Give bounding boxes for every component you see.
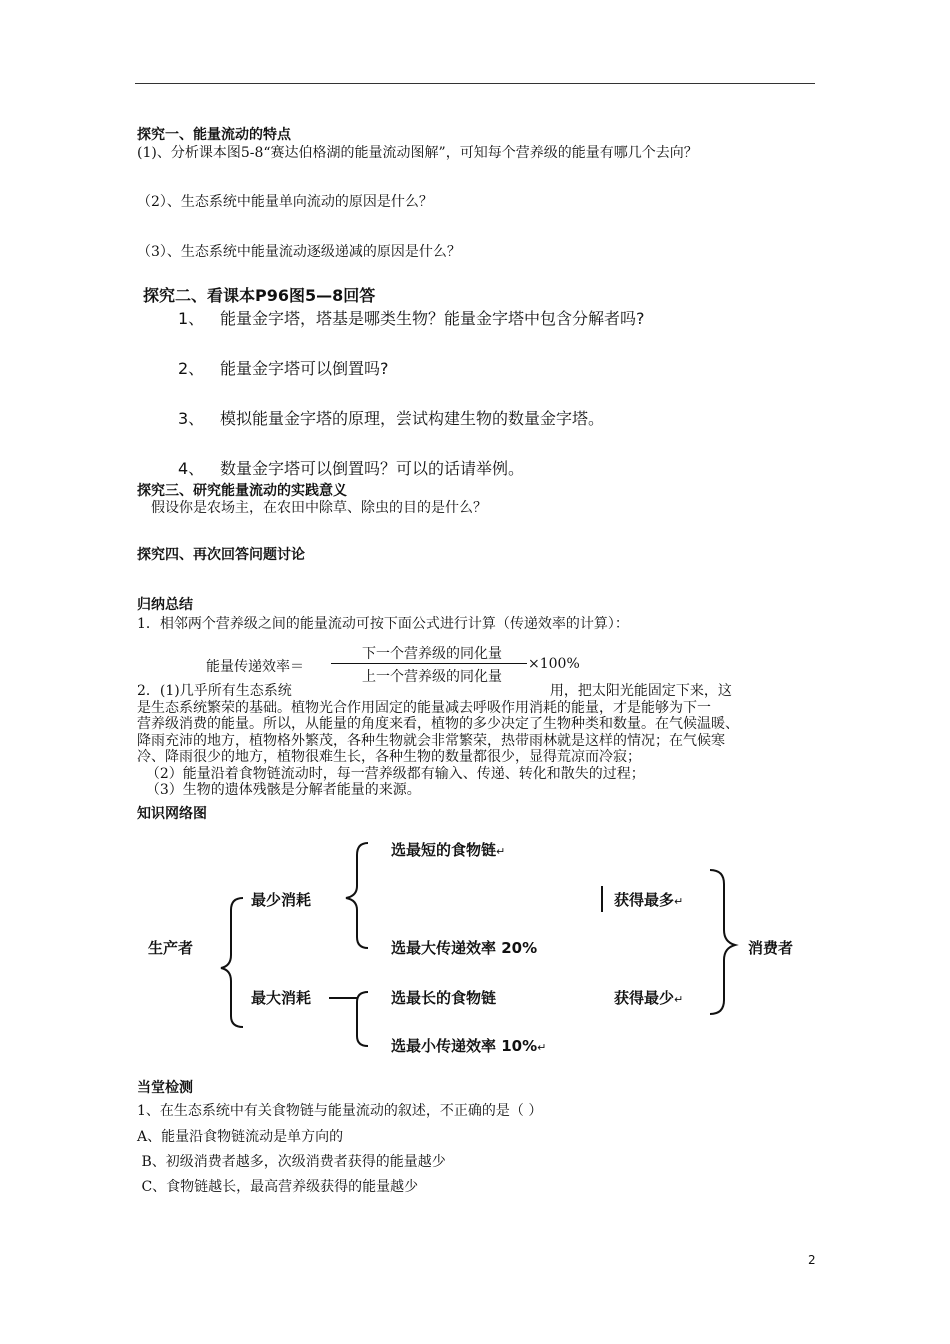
summary-line-7: （3）生物的遗体残骸是分解者能量的来源。	[137, 782, 421, 798]
section1-title: 探究一、能量流动的特点	[137, 127, 291, 143]
section1-question-2: （2）、生态系统中能量单向流动的原因是什么？	[137, 194, 433, 210]
test-title: 当堂检测	[137, 1080, 193, 1096]
min-efficiency-text: 选最小传递效率 10%	[391, 1037, 538, 1055]
shortest-chain-label	[391, 839, 505, 860]
section2-item-2: 能量金字塔可以倒置吗?	[220, 359, 389, 378]
max-efficiency-label: 选最大传递效率 20%	[391, 939, 538, 957]
producer-label: 生产者	[148, 939, 194, 957]
section3-question: 假设你是农场主，在农田中除草、除虫的目的是什么？	[151, 500, 487, 516]
test-option-a: A、能量沿食物链流动是单方向的	[137, 1129, 344, 1145]
paragraph-mark-icon: ↵	[496, 845, 506, 858]
knowledge-map-title: 知识网络图	[137, 806, 207, 822]
gain-least-label	[614, 987, 683, 1008]
summary-line-4: 降雨充沛的地方，植物格外繁茂，各种生物就会非常繁荣，热带雨林就是这样的情况；在气候寒	[137, 732, 725, 749]
section2-title: 探究二、看课本P96图5—8回答	[143, 286, 376, 305]
section1-question-1: (1)、分析课本图5-8“赛达伯格湖的能量流动图解”，可知每个营养级的能量有哪几个去向？	[137, 145, 698, 161]
test-question-1: 1、在生态系统中有关食物链与能量流动的叙述，不正确的是（ ）	[137, 1103, 543, 1119]
formula-suffix: ×100%	[528, 656, 580, 672]
section2-item-3: 模拟能量金字塔的原理，尝试构建生物的数量金字塔。	[220, 409, 605, 428]
section2-item-4-number: 4、	[178, 459, 205, 478]
section1-question-3: （3）、生态系统中能量流动逐级递减的原因是什么？	[137, 244, 461, 260]
max-cost-brace	[357, 992, 368, 1046]
section2-item-1: 能量金字塔，塔基是哪类生物？能量金字塔中包含分解者吗?	[220, 309, 645, 328]
page-number: 2	[808, 1253, 816, 1267]
min-cost-brace	[346, 843, 368, 948]
gain-most-label	[614, 889, 683, 910]
test-option-b: B、初级消费者越多，次级消费者获得的能量越少	[137, 1154, 446, 1170]
section2-item-1-number: 1、	[178, 309, 205, 328]
section3-title: 探究三、研究能量流动的实践意义	[137, 483, 347, 499]
paragraph-mark-icon: ↵	[674, 993, 684, 1006]
test-option-c: C、食物链越长，最高营养级获得的能量越少	[137, 1179, 419, 1195]
gain-most-text: 获得最多	[614, 891, 675, 909]
min-efficiency-label	[391, 1035, 546, 1056]
formula-denominator: 上一个营养级的同化量	[362, 669, 502, 685]
formula-label: 能量传递效率＝	[206, 659, 304, 675]
summary-line-2: 是生态系统繁荣的基础。植物光合作用固定的能量减去呼吸作用消耗的能量，才是能够为下一	[137, 699, 711, 716]
consumer-label: 消费者	[748, 939, 794, 957]
summary-line-6: （2）能量沿着食物链流动时，每一营养级都有输入、传递、转化和散失的过程；	[137, 765, 645, 782]
summary-title: 归纳总结	[137, 597, 193, 613]
longest-chain-label: 选最长的食物链	[391, 989, 497, 1007]
section4-title: 探究四、再次回答问题讨论	[137, 547, 305, 563]
section2-item-3-number: 3、	[178, 409, 205, 428]
summary-line-1: 2．(1)几乎所有生态系统 用，把太阳光能固定下来，这	[137, 683, 732, 699]
section2-item-4: 数量金字塔可以倒置吗？可以的话请举例。	[220, 459, 525, 478]
section2-item-2-number: 2、	[178, 359, 205, 378]
min-cost-label: 最少消耗	[251, 891, 312, 909]
paragraph-mark-icon: ↵	[674, 895, 684, 908]
formula-numerator: 下一个营养级的同化量	[362, 646, 502, 662]
consumer-brace	[710, 870, 735, 1014]
shortest-chain-text: 选最短的食物链	[391, 841, 497, 859]
summary-line-3: 营养级消费的能量。所以，从能量的角度来看，植物的多少决定了生物种类和数量。在气候温暖、	[137, 716, 739, 732]
paragraph-mark-icon: ↵	[537, 1041, 547, 1054]
summary-line-5: 冷、降雨很少的地方，植物很难生长，各种生物的数量都很少，显得荒凉而冷寂；	[137, 749, 641, 765]
max-cost-label: 最大消耗	[251, 989, 312, 1007]
gain-least-text: 获得最少	[614, 989, 675, 1007]
producer-brace	[221, 898, 243, 1027]
summary-point-1: 1．相邻两个营养级之间的能量流动可按下面公式进行计算（传递效率的计算）：	[137, 616, 629, 632]
